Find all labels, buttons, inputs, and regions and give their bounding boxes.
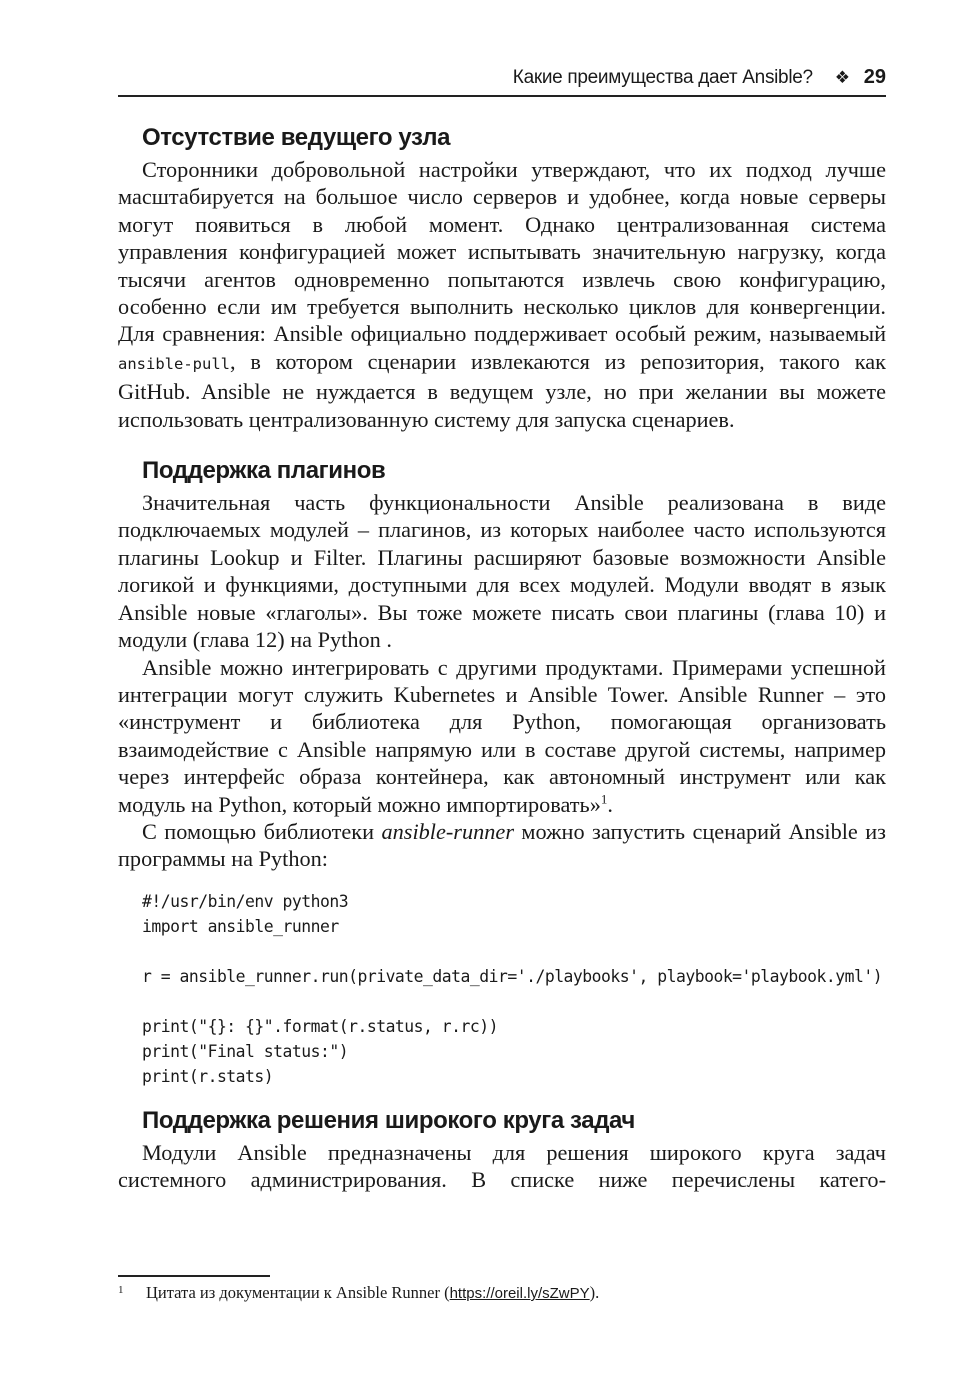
code-line: print("Final status:") [142, 1041, 349, 1061]
footnote-number: 1 [118, 1284, 124, 1296]
footnote: 1 Цитата из документации к Ansible Runner (https://oreil.ly/sZwPY). [118, 1283, 600, 1302]
footnote-link[interactable]: https://oreil.ly/sZwPY [449, 1285, 590, 1302]
running-title: Какие преимущества дает Ansible? [512, 67, 813, 88]
inline-code-ansible-pull: ansible-pull [118, 354, 230, 373]
page-number: 29 [863, 66, 886, 88]
paragraph-plugins: Значительная часть функциональности Ansible реализована в виде подключаемых модулей – плагинов, из которых наиболее часто используются плагины Lookup и Filter. Плагины расширяют базовые возможности Ansible логикой и функциями, доступными для всех модулей. Модули вводят в язык Ansible новые «глаголы». Вы тоже можете писать свои плагины (глава 10) и модули (глава 12) на Python . [118, 490, 886, 653]
section-heading-tasks: Поддержка решения широкого круга задач [142, 1106, 635, 1134]
section-heading-no-master: Отсутствие ведущего узла [142, 124, 451, 151]
footnote-reference[interactable]: 1 [600, 791, 608, 807]
paragraph-no-master: Сторонники добровольной настройки утверждают, что их подход лучше масштабируется на большое число серверов и удобнее, когда новые серверы могут появиться в любой момент. Однако централизованная система управления конфигурацией может испытывать значительную нагрузку, когда тысячи агентов одновременно попытаются извлечь свою конфигурацию, особенно если им требуется выполнить несколько циклов для конвергенции. Для сравнения: Ansible официально поддерживает особый режим, называемый ansible-pull, в котором сценарии извлекаются из репозитория, такого как GitHub. Ansible не нуждается в ведущем узле, но при желании вы можете использовать централизованную систему для запуска сценариев. [118, 157, 886, 432]
code-block [142, 889, 886, 1089]
page-body [118, 118, 886, 1194]
code-line: print(r.stats) [142, 1066, 274, 1086]
header-rule [118, 95, 886, 97]
paragraph-tasks: Модули Ansible предназначены для решения широкого круга задач системного администрирования. В списке ниже перечислены катего- [118, 1139, 886, 1193]
emphasis-ansible-runner: ansible-runner [381, 818, 514, 844]
section-heading-plugins: Поддержка плагинов [142, 457, 386, 485]
paragraph-integration: Ansible можно интегрировать с другими продуктами. Примерами успешной интеграции могут служить Kubernetes и Ansible Tower. Ansible Runner – это «инструмент и библиотека для Python, помогающая организовать взаимодействие с Ansible напрямую или в составе другой системы, например через интерфейс образа контейнера, как автономный инструмент или как модуль на Python, который можно импортировать»$^1$. [118, 654, 886, 817]
footnote-rule [118, 1275, 270, 1277]
code-line: #!/usr/bin/env python3 [142, 891, 349, 911]
paragraph-ansible-runner: С помощью библиотеки ansible-runner можно запустить сценарий Ansible из программы на Python: [118, 818, 886, 872]
separator-ornament-icon: ❖ [834, 68, 850, 87]
code-line: print("{}: {}".format(r.status, r.rc)) [142, 1016, 498, 1036]
code-line: import ansible_runner [142, 916, 339, 936]
footnote-text: Цитата из документации к Ansible Runner ( [146, 1283, 450, 1302]
running-header [118, 66, 886, 96]
code-line [142, 992, 151, 1011]
code-line [142, 942, 151, 961]
code-line: r = ansible_runner.run(private_data_dir='./playbooks', playbook='playbook.yml') [142, 966, 883, 986]
